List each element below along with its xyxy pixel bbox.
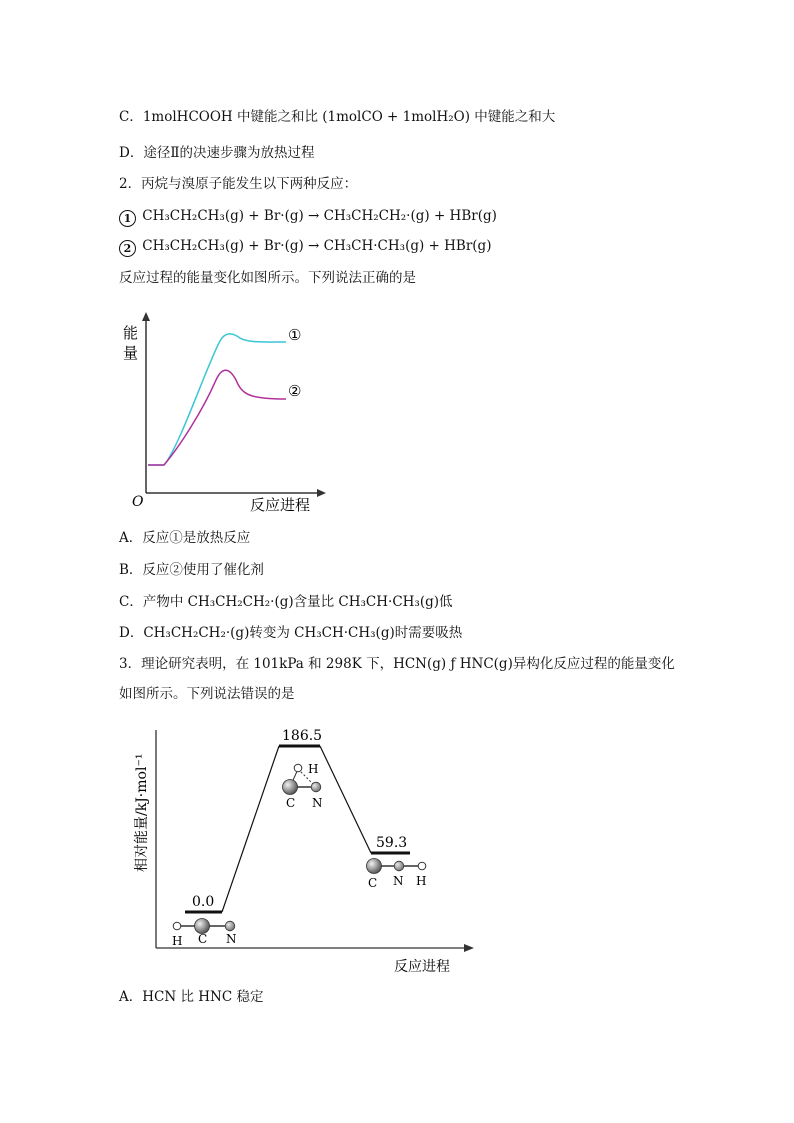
atom-c-label: C — [198, 932, 208, 946]
reaction-2-equation: CH₃CH₂CH₃(g) + Br·(g) → CH₃CH·CH₃(g) + HBr(g) — [142, 238, 492, 254]
atom-c-label: C — [286, 796, 296, 810]
q2-option-d: D．CH₃CH₂CH₂·(g)转变为 CH₃CH·CH₃(g)时需要吸热 — [119, 625, 463, 641]
reaction-1-marker: 1 — [119, 210, 136, 227]
atom-h — [294, 764, 302, 772]
option-d-previous: D．途径Ⅱ的决速步骤为放热过程 — [119, 145, 315, 161]
y-axis-label: 相对能量/kJ·mol⁻¹ — [134, 753, 150, 872]
q2-option-b: B．反应②使用了催化剂 — [119, 562, 264, 578]
atom-h-label: H — [416, 874, 427, 888]
atom-n-label: N — [312, 796, 323, 810]
q2-option-c: C．产物中 CH₃CH₂CH₂·(g)含量比 CH₃CH·CH₃(g)低 — [119, 594, 453, 610]
question-2-stem: 2．丙烷与溴原子能发生以下两种反应： — [119, 176, 358, 192]
origin-label: O — [132, 494, 144, 510]
y-axis-arrow — [142, 312, 150, 321]
reaction-2-marker: 2 — [119, 240, 136, 257]
energy-diagram-2 — [118, 722, 488, 982]
molecule-hcn — [172, 919, 237, 949]
reaction-2 — [119, 236, 491, 257]
atom-h — [173, 922, 181, 930]
q3-option-a: A．HCN 比 HNC 稳定 — [119, 989, 264, 1005]
atom-c — [283, 780, 298, 795]
curve-reaction-1 — [148, 334, 286, 465]
x-axis-label: 反应进程 — [394, 959, 450, 975]
question-3-stem-line-2: 如图所示。下列说法错误的是 — [119, 686, 295, 702]
atom-h — [418, 862, 426, 870]
molecule-hnc — [367, 859, 427, 891]
molecule-transition-state — [283, 762, 323, 810]
curve-2-label: ② — [288, 382, 302, 400]
question-2-prompt: 反应过程的能量变化如图所示。下列说法正确的是 — [119, 270, 416, 286]
connector-fall — [320, 746, 371, 853]
atom-n — [225, 921, 235, 931]
atom-n-label: N — [393, 874, 404, 888]
x-axis-arrow — [317, 489, 326, 497]
reaction-1-equation: CH₃CH₂CH₃(g) + Br·(g) → CH₃CH₂CH₂·(g) + HBr(g) — [142, 208, 497, 224]
level-final-value: 59.3 — [376, 835, 408, 851]
connector-rise — [222, 746, 279, 912]
curve-reaction-2 — [148, 370, 286, 465]
curve-1-label: ① — [288, 326, 302, 344]
reaction-1 — [119, 206, 497, 227]
energy-diagram-1 — [118, 312, 338, 520]
y-label-char-2: 量 — [123, 344, 139, 362]
y-label-char-1: 能 — [123, 324, 139, 342]
atom-c — [367, 859, 382, 874]
atom-n — [311, 782, 321, 792]
atom-h-label: H — [172, 934, 183, 948]
level-ts-value: 186.5 — [282, 728, 323, 744]
option-c-previous: C．1molHCOOH 中键能之和比 (1molCO + 1molH₂O) 中键能之和大 — [119, 109, 556, 125]
atom-n-label: N — [226, 932, 237, 946]
atom-h-label: H — [308, 762, 319, 776]
question-3-stem-line-1: 3．理论研究表明，在 101kPa 和 298K 下，HCN(g) ƒ HNC(g)异构化反应过程的能量变化 — [119, 656, 675, 672]
q2-option-a: A．反应①是放热反应 — [119, 530, 251, 546]
x-axis-arrow — [464, 944, 474, 952]
atom-c-label: C — [368, 876, 378, 890]
atom-n — [394, 861, 404, 871]
x-axis-label: 反应进程 — [250, 496, 311, 514]
level-initial-value: 0.0 — [192, 894, 215, 910]
